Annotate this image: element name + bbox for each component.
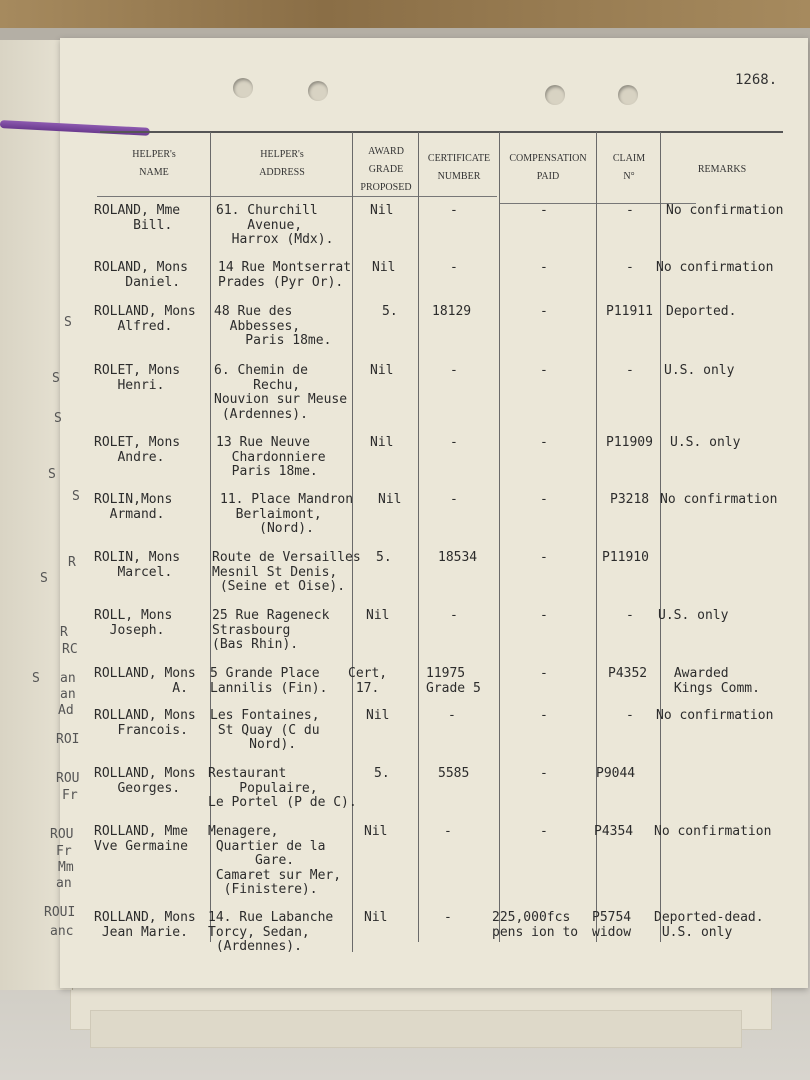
cell-compensation: - <box>540 666 548 681</box>
cell-address: 14. Rue Labanche Torcy, Sedan, (Ardennes). <box>208 910 334 954</box>
cell-name: ROLIN, Mons Marcel. <box>94 550 181 580</box>
cell-address: 6. Chemin de Rechu, Nouvion sur Meuse (Ardennes). <box>214 363 348 422</box>
cell-address: 48 Rue des Abbesses, Paris 18me. <box>214 304 332 348</box>
column-divider <box>352 132 353 952</box>
cell-compensation: - <box>540 203 548 218</box>
cell-compensation: - <box>540 260 548 275</box>
cell-certificate: - <box>450 492 458 507</box>
cell-certificate: 18534 <box>438 550 478 565</box>
cell-certificate: 18129 <box>432 304 472 319</box>
cell-remarks: No confirmation <box>660 492 778 507</box>
cell-address: Restaurant Populaire, Le Portel (P de C). <box>208 766 357 810</box>
cell-award: Nil <box>366 708 390 723</box>
edge-fragment: R <box>68 555 76 570</box>
cell-award: Nil <box>370 203 394 218</box>
cell-compensation: 225,000fcs pens ion to <box>492 910 579 940</box>
cell-address: 61. Churchill Avenue, Harrox (Mdx). <box>216 203 334 247</box>
edge-fragment: Fr <box>56 844 72 859</box>
edge-fragment: S <box>40 571 48 586</box>
page-number: 1268. <box>735 72 778 88</box>
cell-name: ROLET, Mons Andre. <box>94 435 181 465</box>
cell-claim: P9044 <box>596 766 636 781</box>
header-address: HELPER's ADDRESS <box>259 149 305 178</box>
cell-certificate: - <box>444 824 452 839</box>
cell-address: Route de Versailles Mesnil St Denis, (Seine et Oise). <box>212 550 361 594</box>
header-compensation: COMPENSATION PAID <box>509 153 587 182</box>
cell-claim: - <box>626 260 634 275</box>
edge-fragment: an <box>60 671 76 686</box>
cell-remarks: U.S. only <box>664 363 735 378</box>
wood-surface <box>0 0 810 28</box>
header-underline <box>97 196 497 197</box>
cell-remarks: No confirmation <box>656 708 774 723</box>
cell-name: ROLLAND, Mons Alfred. <box>94 304 196 334</box>
header-certificate: CERTIFICATE NUMBER <box>427 153 491 182</box>
cell-award: Nil <box>372 260 396 275</box>
cell-name: ROLLAND, Mme Vve Germaine <box>94 824 188 854</box>
edge-fragment: S <box>64 315 72 330</box>
cell-remarks: Awarded Kings Comm. <box>673 666 760 696</box>
cell-remarks: U.S. only <box>658 608 729 623</box>
edge-fragment: Fr <box>62 788 78 803</box>
cell-name: ROLLAND, Mons Jean Marie. <box>94 910 196 940</box>
cell-address: 13 Rue Neuve Chardonniere Paris 18me. <box>216 435 326 479</box>
cell-address: Menagere, Quartier de la Gare. Camaret sur Mer, (Finistere). <box>208 824 342 897</box>
cell-remarks: No confirmation <box>666 203 784 218</box>
edge-fragment: ROUI <box>44 905 76 920</box>
column-divider <box>210 132 211 942</box>
cell-remarks: Deported. <box>666 304 737 319</box>
cell-compensation: - <box>540 708 548 723</box>
cell-award: 5. <box>376 550 392 565</box>
cell-compensation: - <box>540 363 548 378</box>
punch-hole <box>618 85 638 105</box>
cell-compensation: - <box>540 435 548 450</box>
cell-address: 5 Grande Place Lannilis (Fin). <box>210 666 328 696</box>
cell-award: Nil <box>370 435 394 450</box>
edge-fragment: RC <box>62 642 78 657</box>
cell-compensation: - <box>540 304 548 319</box>
column-divider <box>660 132 661 942</box>
cell-award: Nil <box>364 824 388 839</box>
punch-hole <box>233 78 253 98</box>
cell-compensation: - <box>540 824 548 839</box>
cell-award: Nil <box>366 608 390 623</box>
cell-claim: P3218 <box>610 492 650 507</box>
cell-award: Nil <box>370 363 394 378</box>
cell-certificate: 11975 Grade 5 <box>426 666 481 696</box>
cell-award: Nil <box>378 492 402 507</box>
cell-claim: P11909 <box>606 435 653 450</box>
cell-certificate: - <box>450 363 458 378</box>
cell-certificate: - <box>450 608 458 623</box>
cell-compensation: - <box>540 766 548 781</box>
header-award: AWARD GRADE PROPOSED <box>360 146 412 193</box>
cell-compensation: - <box>540 608 548 623</box>
edge-fragment: Ad <box>58 703 74 718</box>
edge-fragment: S <box>54 411 62 426</box>
column-divider <box>499 132 500 942</box>
punch-hole <box>545 85 565 105</box>
edge-fragment: ROU <box>56 771 80 786</box>
cell-claim: P11910 <box>602 550 649 565</box>
edge-fragment: anc <box>50 924 74 939</box>
edge-fragment: ROU <box>50 827 74 842</box>
edge-fragment: S <box>48 467 56 482</box>
cell-claim: - <box>626 203 634 218</box>
edge-fragment: R <box>60 625 68 640</box>
cell-certificate: 5585 <box>438 766 470 781</box>
cell-award: Cert, 17. <box>348 666 388 696</box>
cell-remarks: No confirmation <box>656 260 774 275</box>
cell-award: 5. <box>382 304 398 319</box>
edge-fragment: an <box>56 876 72 891</box>
cell-name: ROLL, Mons Joseph. <box>94 608 173 638</box>
edge-fragment: S <box>52 371 60 386</box>
column-divider <box>596 132 597 942</box>
top-rule <box>100 131 783 133</box>
cell-award: 5. <box>374 766 390 781</box>
cell-name: ROLAND, Mme Bill. <box>94 203 181 233</box>
edge-fragment: S <box>32 671 40 686</box>
cell-claim: P11911 <box>606 304 653 319</box>
cell-name: ROLAND, Mons Daniel. <box>94 260 188 290</box>
cell-address: 14 Rue Montserrat Prades (Pyr Or). <box>218 260 352 290</box>
column-divider <box>418 132 419 942</box>
cell-remarks: Deported-dead. U.S. only <box>654 910 764 940</box>
cell-claim: - <box>626 608 634 623</box>
cell-address: 25 Rue Rageneck Strasbourg (Bas Rhin). <box>212 608 330 652</box>
cell-claim: P5754 widow <box>592 910 632 940</box>
header-remarks: REMARKS <box>697 164 747 175</box>
header-claim: CLAIM N° <box>612 153 646 182</box>
cell-certificate: - <box>450 435 458 450</box>
cell-name: ROLIN,Mons Armand. <box>94 492 173 522</box>
cell-name: ROLET, Mons Henri. <box>94 363 181 393</box>
cell-claim: - <box>626 708 634 723</box>
cell-address: Les Fontaines, St Quay (C du Nord). <box>210 708 320 752</box>
cell-remarks: No confirmation <box>654 824 772 839</box>
cell-address: 11. Place Mandron Berlaimont, (Nord). <box>220 492 354 536</box>
cell-award: Nil <box>364 910 388 925</box>
cell-name: ROLLAND, Mons A. <box>94 666 196 696</box>
cell-certificate: - <box>448 708 456 723</box>
edge-fragment: Mm <box>58 860 74 875</box>
cell-certificate: - <box>450 203 458 218</box>
cell-certificate: - <box>450 260 458 275</box>
cell-claim: P4352 <box>608 666 648 681</box>
header-name: HELPER's NAME <box>132 149 176 178</box>
edge-fragment: ROI <box>56 732 80 747</box>
cell-claim: P4354 <box>594 824 634 839</box>
cell-name: ROLLAND, Mons Francois. <box>94 708 196 738</box>
cell-compensation: - <box>540 492 548 507</box>
cell-certificate: - <box>444 910 452 925</box>
underlying-sheets-lower <box>90 1010 742 1048</box>
edge-fragment: an <box>60 687 76 702</box>
edge-fragment: S <box>72 489 80 504</box>
cell-claim: - <box>626 363 634 378</box>
cell-compensation: - <box>540 550 548 565</box>
punch-hole <box>308 81 328 101</box>
cell-remarks: U.S. only <box>670 435 741 450</box>
cell-name: ROLLAND, Mons Georges. <box>94 766 196 796</box>
